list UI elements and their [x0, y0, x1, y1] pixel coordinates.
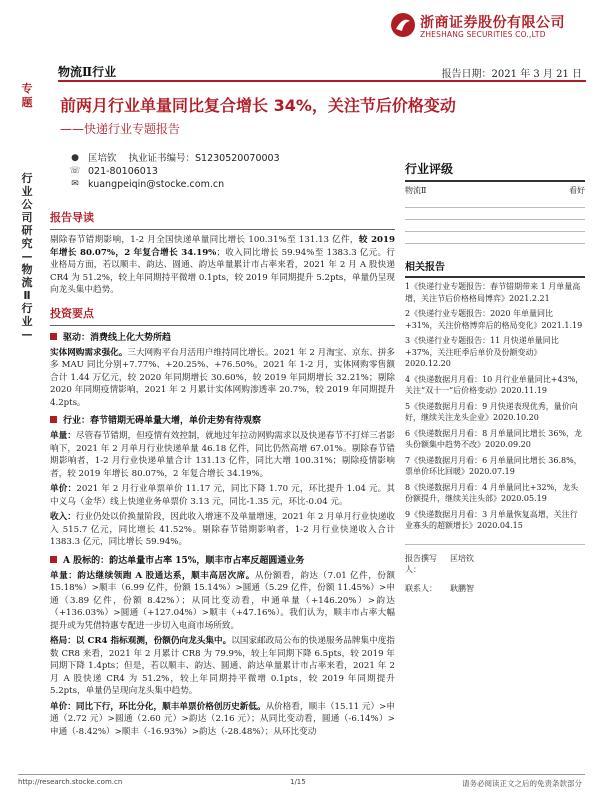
person-icon: ●	[71, 153, 79, 163]
section-3-price: 单价：同比下行，环比分化，顺丰单票价格创历史新低。从价格看，顺丰（15.11 元）>申通（2.72 元）>圆通（2.60 元）>韵达（2.16 元）；从同比变动看，圆通（-6.14%）>申通（-8.42%）>顺丰（-16.93%）>韵达（-28.48%）；从环比变动	[50, 701, 395, 737]
contact-row	[405, 583, 585, 594]
header-divider	[58, 80, 586, 82]
report-date: 报告日期：2021 年 3 月 21 日	[441, 69, 582, 80]
disclaimer-note: 请务必阅读正文之后的免责条款部分	[462, 779, 582, 788]
email-icon: ✉	[71, 179, 79, 189]
analyst-email-row[interactable]	[68, 178, 280, 191]
section-1-paragraph: 实体网购需求强化。三大网购平台月活用户维持同比增长。2021 年 2 月淘宝、京东、拼多多 MAU 同比分别+7.77%、+20.25%、+76.50%。2021 年 1-2 月，实体网购零售额合计 1.44 万亿元，较 2020 年同期增长 30.60%，较 2019 年同期增长 32.21%；剔除 2020 年同期疫情影响，2021 年 2 月累计实体网购渗透率 20.7%，较 2019 年同期提升 4.2pts。	[50, 347, 395, 408]
rating-line-2	[405, 219, 585, 220]
analyst-block	[68, 152, 280, 191]
intro-paragraph: 剔除春节错期影响，1-2 月全国快递单量同比增长 100.31%至 131.13 亿件，较 2019 年增长 80.07%，2 年复合增长 34.19%；收入同比增长 59.94%至 1383.3 亿元。行业格局方面，若以顺丰、韵达、圆通、韵达单量累计市占率来看，2021 年 2 月 A 股快递 CR4 为 51.2%，较上年同期持平微增 0.1pts，较 2019 年同期提升 5.2pts，单量仍呈现向龙头集中趋势。	[50, 235, 395, 295]
rating-value: 看好	[569, 186, 585, 195]
report-title: 前两月行业单量同比复合增长 34%，关注节后价格变动	[60, 96, 456, 115]
contact-name: 耿鹏智	[450, 583, 474, 593]
sidebar	[405, 160, 585, 594]
rating-title: 行业评级	[405, 162, 454, 176]
related-report-item[interactable]: 3《快递行业专题报告：11 月快递单量同比+37%，关注旺季后单价及份额变动》2020.12.20	[405, 336, 559, 368]
analyst-name-row	[68, 152, 280, 165]
report-subtitle: ——快递行业专题报告	[60, 122, 181, 136]
related-report-item[interactable]: 2《快递行业专题报告：2020 年单量同比+31%，关注价格博弈后的格局变化》2021.1.19	[405, 309, 583, 330]
side-label-special: 专题	[21, 82, 33, 109]
logo-mark-icon	[390, 12, 416, 38]
side-label-category: 行业公司研究—物流Ⅱ行业—	[21, 172, 33, 341]
analyst-phone: 021-80106013	[88, 166, 158, 177]
section-3-structure: 格局：以 CR4 指标观测，份额仍向龙头集中。以国家邮政局公布的快递服务品牌集中度指数 CR8 来看，2021 年 2 月累计 CR8 为 79.9%，较上年同期下降 6.5pts，较 2019 年同期下降 1.4pts；但是，若以顺丰、韵达、圆通、韵达单量累计市占率来看，2021 年 2 月 A 股快递 CR4 为 51.2%，较上年同期持平微增 0.1pts，较 2019 年同期提升 5.2pts，单量仍呈现向龙头集中趋势。	[50, 636, 395, 696]
related-report-item[interactable]: 8《快递数据月月看：4 月单量同比+32%，龙头份额提升，继续关注头部》2020.05.19	[405, 482, 579, 503]
author-row	[405, 553, 585, 575]
points-divider	[50, 325, 395, 326]
section-2-price: 单价：2021 年 2 月行业单票单价 11.17 元，同比下降 1.70 元，环比提升 1.04 元。其中义乌（金华）线上快递业务单票价 3.13 元，同比-1.35 元，环比-0.04 元。	[50, 484, 395, 507]
rating-line-3	[405, 231, 585, 232]
contact-divider	[405, 544, 585, 545]
page-number: 1/15	[290, 778, 306, 786]
logo-cn-text: 浙商证券股份有限公司	[420, 15, 565, 31]
section-2-volume: 单量：尽管春节错期，但疫情有效控制，就地过年拉动网购需求以及快递春节不打烊三者影响下，2021 年 2 月单月行业快递单量 46.18 亿件，同比仍然高增 67.01%。剔除春节错期影响者，1-2 月行业快递单量合计 131.13 亿件，同比大增 100.31%；剔除疫情影响者，较 2019 年增长 80.07%，2 年复合增长 34.19%。	[50, 431, 395, 479]
author-name: 匡培钦	[450, 553, 474, 563]
footer-divider	[18, 774, 585, 775]
main-content	[50, 205, 395, 741]
related-report-item[interactable]: 7《快递数据月月看：6 月单量同比增长 36.8%，票单价环比回暖》2020.07.19	[405, 455, 582, 476]
section-1-title: 驱动：消费线上化大势所趋	[50, 330, 395, 343]
related-divider	[405, 276, 585, 278]
square-bullet-icon	[50, 416, 57, 423]
related-report-item[interactable]: 9《快递数据月月看：3 月单量恢复高增，关注行业寡头的超额增长》2020.04.15	[405, 509, 578, 530]
square-bullet-icon	[50, 333, 57, 340]
related-report-item[interactable]: 4《快递数据月月看：10 月行业单量同比+43%，关注“双十一”后价格变动》2020.11.19	[405, 374, 584, 395]
analyst-name: 匡培钦	[88, 153, 117, 164]
rating-row	[405, 185, 585, 196]
points-heading: 投资要点	[50, 306, 94, 320]
intro-divider	[50, 229, 395, 230]
rating-line-4	[405, 243, 585, 244]
related-report-item[interactable]: 6《快递数据月月看：8 月单量同比增长 36%，龙头份额集中趋势不改》2020.09.20	[405, 428, 583, 449]
author-label: 报告撰写人：	[405, 553, 437, 574]
logo-en-text: ZHESHANG SECURITIES CO.,LTD	[420, 30, 546, 39]
rating-industry: 物流Ⅱ	[405, 186, 427, 195]
rating-line-1	[405, 207, 585, 208]
section-2-revenue: 收入：行业仍处以价换量阶段，因此收入增速不及单量增速，2021 年 2 月单月行业快递收入 515.7 亿元，同比增长 41.52%。剔除春节错期影响者，1-2 月行业快递收入合计 1383.3 亿元，同比增长 59.94%。	[50, 512, 395, 547]
section-3-title: A 股标的：韵达单量市占率 15%，顺丰市占率反超圆通业务	[50, 553, 395, 566]
rating-divider	[405, 180, 585, 182]
company-logo	[390, 10, 595, 50]
square-bullet-icon	[50, 556, 57, 563]
section-2-title: 行业：春节错期无碍单量大增，单价走势有待观察	[50, 413, 395, 426]
analyst-email[interactable]: kuangpeiqin@stocke.com.cn	[88, 179, 225, 190]
footer-url[interactable]: http://research.stocke.com.cn	[18, 778, 123, 786]
industry-tag: 物流Ⅱ行业	[58, 65, 117, 79]
related-report-item[interactable]: 1《快递行业专题报告：春节错期带来 1 月单量高增，关注节后价格格局博弈》2021.2.21	[405, 282, 581, 303]
related-reports-title: 相关报告	[405, 262, 445, 273]
phone-icon: ☏	[69, 166, 81, 176]
related-reports-list	[405, 281, 585, 532]
analyst-phone-row	[68, 165, 280, 178]
contact-label: 联系人：	[405, 583, 437, 593]
section-3-volume: 单量：韵达继续领跑 A 股通达系，顺丰高居次席。从份额看，韵达（7.01 亿件，份额 15.18%）>顺丰（6.99 亿件，份额 15.14%）>圆通（5.29 亿件，份额 11.45%）>申通（3.89 亿件，份额 8.42%）；从同比变动看，申通单量（+146.20%）>韵达（+136.03%）>圆通（+127.04%）>顺丰（+47.16%）。我们认为，顺丰市占率大幅提升或为凭借特惠专配进一步切入电商市场所致。	[50, 570, 395, 631]
analyst-cert: 执业证书编号：S1230520070003	[128, 153, 280, 164]
related-report-item[interactable]: 5《快递数据月月看：9 月快递表现优秀，量价向好，继续关注龙头企业》2020.10.20	[405, 401, 578, 422]
intro-heading: 报告导读	[50, 211, 94, 224]
